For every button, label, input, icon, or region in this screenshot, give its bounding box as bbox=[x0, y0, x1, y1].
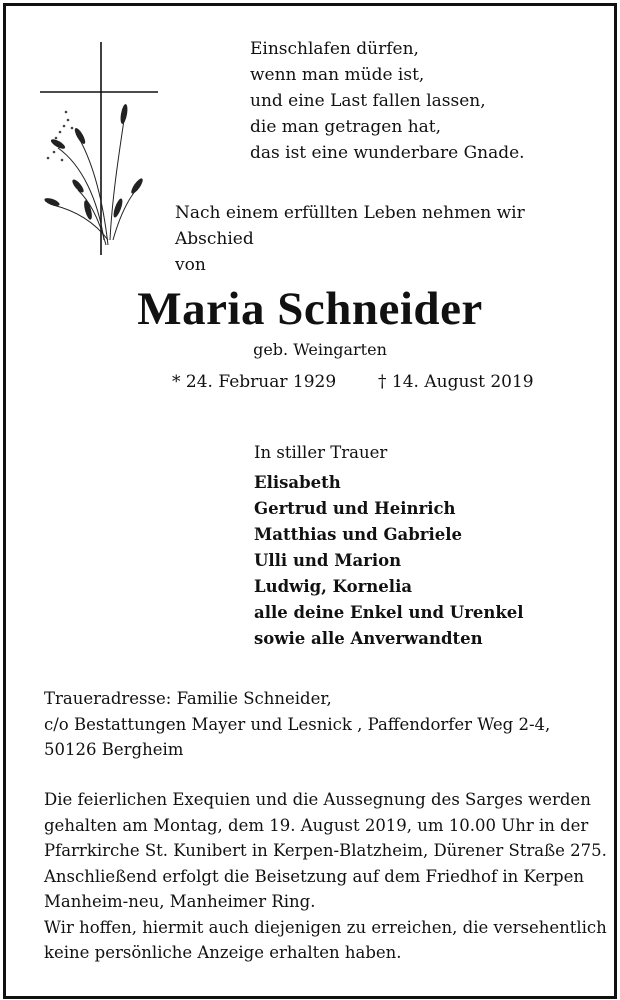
mourner-name: Ulli und Marion bbox=[254, 551, 402, 570]
notice-line: Manheim-neu, Manheimer Ring. bbox=[44, 892, 316, 911]
poem-line: das ist eine wunderbare Gnade. bbox=[250, 143, 525, 163]
mourner-name: Matthias und Gabriele bbox=[254, 525, 463, 544]
notice-line: gehalten am Montag, dem 19. August 2019, um 10.00 Uhr in der bbox=[44, 815, 589, 835]
death-date: † 14. August 2019 bbox=[378, 372, 534, 392]
mourner-name: Gertrud und Heinrich bbox=[254, 499, 456, 518]
mourning-heading: In stiller Trauer bbox=[254, 443, 388, 462]
poem-line: und eine Last fallen lassen, bbox=[250, 91, 486, 111]
funeral-notice bbox=[44, 787, 607, 966]
notice-line: Pfarrkirche St. Kunibert in Kerpen-Blatzheim, Dürener Straße 275. bbox=[44, 841, 607, 860]
address-line: Traueradresse: Familie Schneider, bbox=[44, 689, 332, 708]
mourner-name: Ludwig, Kornelia bbox=[254, 577, 413, 596]
mourning-address bbox=[44, 686, 550, 763]
notice-line: Anschließend erfolgt die Beisetzung auf dem Friedhof in Kerpen bbox=[44, 866, 584, 886]
mourner-name: alle deine Enkel und Urenkel bbox=[254, 603, 524, 622]
intro-line-1: Nach einem erfüllten Leben nehmen wir Abschied bbox=[175, 203, 525, 249]
intro-text bbox=[175, 200, 595, 278]
poem bbox=[250, 36, 525, 166]
mourner-name: Elisabeth bbox=[254, 473, 341, 492]
mourner-name: sowie alle Anverwandten bbox=[254, 629, 483, 648]
address-line: c/o Bestattungen Mayer und Lesnick , Paffendorfer Weg 2-4, bbox=[44, 714, 551, 734]
birth-date: * 24. Februar 1929 bbox=[172, 372, 337, 392]
notice-line: Wir hoffen, hiermit auch diejenigen zu erreichen, die versehentlich bbox=[44, 917, 607, 937]
intro-line-2: von bbox=[175, 255, 206, 275]
notice-line: Die feierlichen Exequien und die Aussegnung des Sarges werden bbox=[44, 790, 591, 809]
cross-with-wheat-icon bbox=[38, 40, 163, 260]
notice-line: keine persönliche Anzeige erhalten haben. bbox=[44, 943, 402, 962]
birth-name: geb. Weingarten bbox=[253, 340, 387, 359]
mourners-list bbox=[254, 470, 524, 652]
poem-line: wenn man müde ist, bbox=[250, 65, 425, 85]
address-line: 50126 Bergheim bbox=[44, 740, 184, 759]
poem-line: Einschlafen dürfen, bbox=[250, 39, 419, 59]
deceased-name: Maria Schneider bbox=[137, 283, 483, 335]
poem-line: die man getragen hat, bbox=[250, 117, 442, 137]
